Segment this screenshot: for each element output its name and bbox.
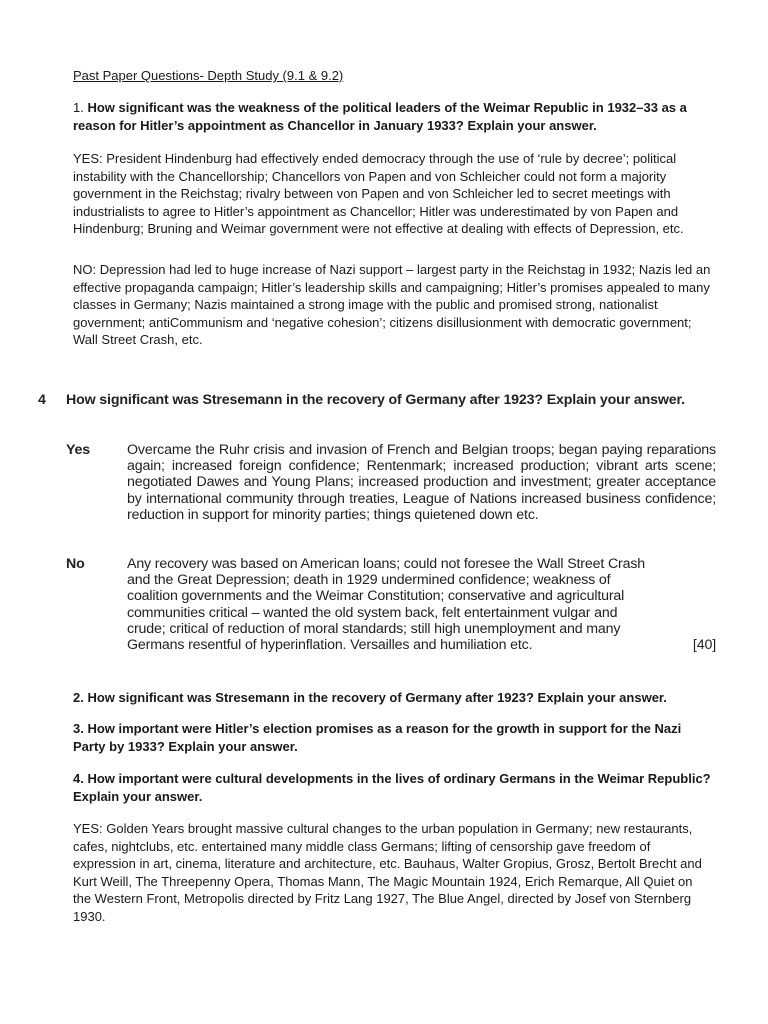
question-2: 2. How significant was Stresemann in the recovery of Germany after 1923? Explain your answer. xyxy=(73,690,667,705)
question-1 xyxy=(73,99,713,134)
question-3: 3. How important were Hitler’s election promises as a reason for the growth in support for the Nazi Party by 1933? Explain your answer. xyxy=(73,721,682,754)
question-4-yes: YES: Golden Years brought massive cultural changes to the urban population in Germany; new restaurants, cafes, nightclubs, etc. entertained many middle class Germans; lifting of censorship gave freedom of expression in art, cinema, literature and architecture, etc. Bauhaus, Walter Gropius, Grosz, Bertolt Brecht and Kurt Weill, The Threepenny Opera, Thomas Mann, The Magic Mountain 1924, Erich Remarque, All Quiet on the Western Front, Metropolis directed by Fritz Lang 1927, The Blue Angel, directed by Josef von Sternberg 1930. xyxy=(73,821,702,924)
scan-question-number: 4 xyxy=(38,392,46,408)
scan-yes-text: Overcame the Ruhr crisis and invasion of French and Belgian troops; began paying reparations again; increased foreign confidence; Rentenmark; increased production; vibrant arts scene; negotiated Dawes and Young Plans; increased production and investment; greater acceptance by international community through treaties, League of Nations increased business confidence; reduction in support for minority parties; things quietened down etc. xyxy=(127,442,716,523)
question-1-no: NO: Depression had led to huge increase of Nazi support – largest party in the Reichstag in 1932; Nazis led an effective propaganda campaign; Hitler’s leadership skills and campaigning; Hitler’s promises appealed to many classes in Germany; Nazis maintained a strong image with the public and promised strong, nationalist government; antiCommunism and ‘negative cohesion’; citizens disillusionment with democratic government; Wall Street Crash, etc. xyxy=(73,262,711,347)
question-1-yes: YES: President Hindenburg had effectively ended democracy through the use of ‘rule by decree’; political instability with the Chancellorship; Chancellors von Papen and von Schleicher could not form a majority government in the Reichstag; rivalry between von Papen and von Schleicher led to secret meetings with industrialists to agree to Hitler’s appointment as Chancellor; Hitler was underestimated by von Papen and Hindenburg; Bruning and Weimar government were not effective at dealing with effects of Depression, etc. xyxy=(73,151,684,236)
question-1-number: 1. xyxy=(73,100,84,115)
question-1-text: How significant was the weakness of the political leaders of the Weimar Republic in 1932–33 as a reason for Hitler’s appointment as Chancellor in January 1933? Explain your answer. xyxy=(73,100,687,133)
scan-question: How significant was Stresemann in the recovery of Germany after 1923? Explain your answer. xyxy=(66,392,685,408)
scan-no-row xyxy=(66,556,716,653)
scan-no-label: No xyxy=(66,556,85,572)
scan-yes-label: Yes xyxy=(66,442,91,458)
scanned-mark-scheme xyxy=(38,392,718,662)
scan-marks: [40] xyxy=(692,636,716,653)
scan-no-text: Any recovery was based on American loans; could not foresee the Wall Street Crash and the Great Depression; death in 1929 undermined confidence; weakness of coalition governments and the Weimar Constitution; conservative and agricultural communities critical – wanted the old system back, felt entertainment vulgar and crude; critical of reduction of moral standards; still high unemployment and many Germans resentful of hyperinflation. Versailles and humiliation etc. xyxy=(127,556,646,654)
document-title: Past Paper Questions- Depth Study (9.1 & 9.2) xyxy=(73,68,344,83)
question-4: 4. How important were cultural developments in the lives of ordinary Germans in the Weimar Republic? Explain your answer. xyxy=(73,771,711,804)
